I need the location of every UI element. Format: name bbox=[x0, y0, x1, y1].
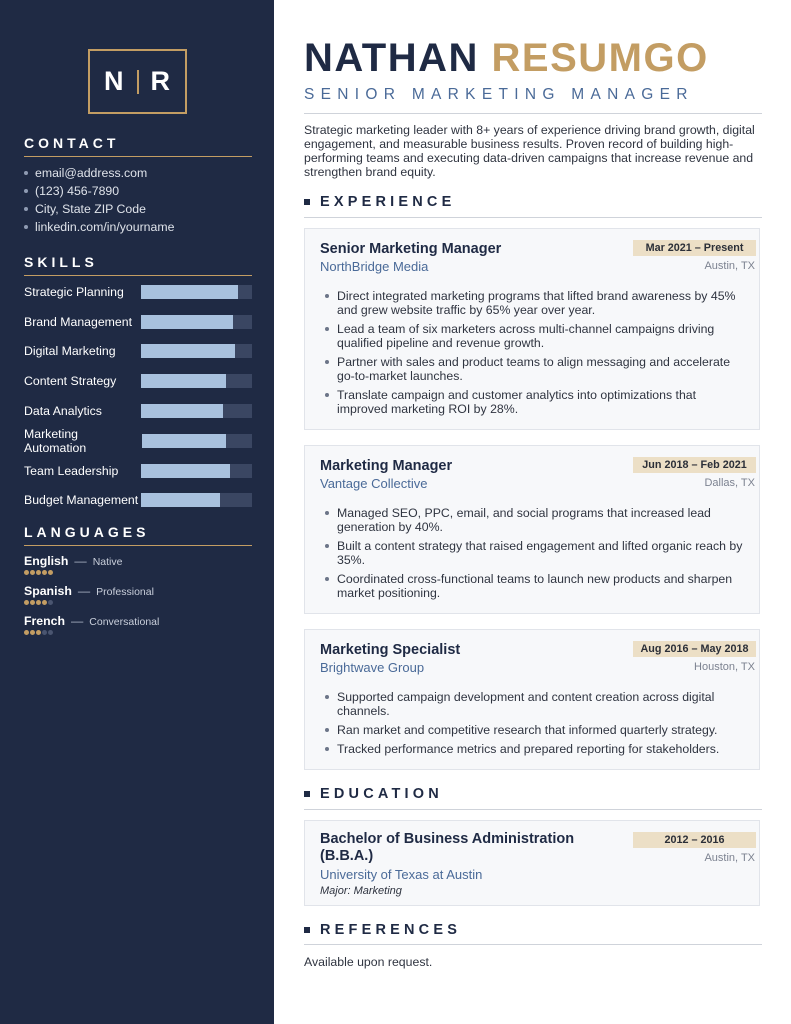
skills-list bbox=[24, 277, 252, 515]
list-item: Lead a team of six marketers across multi-channel campaigns driving qualified pipeline and revenue growth. bbox=[325, 322, 745, 350]
square-bullet-icon bbox=[304, 791, 310, 797]
proficiency-dot-icon bbox=[36, 630, 41, 635]
last-name: RESUMGO bbox=[491, 36, 709, 80]
first-name: NATHAN bbox=[304, 36, 479, 80]
proficiency-dot-icon bbox=[24, 630, 29, 635]
language-item bbox=[24, 583, 252, 606]
skill-row bbox=[24, 337, 252, 367]
dash-separator: — bbox=[77, 584, 91, 598]
languages-section bbox=[24, 524, 252, 636]
skill-name: Team Leadership bbox=[24, 463, 119, 478]
job-card bbox=[304, 228, 760, 430]
proficiency-dots bbox=[24, 600, 252, 606]
skills-heading: SKILLS bbox=[24, 254, 252, 276]
skill-level-bar bbox=[142, 434, 252, 448]
skill-row bbox=[24, 307, 252, 337]
language-line bbox=[24, 613, 252, 629]
contact-linkedin[interactable]: linkedin.com/in/yourname bbox=[24, 218, 252, 236]
job-dates: Mar 2021 – Present bbox=[633, 240, 756, 256]
candidate-name bbox=[304, 36, 709, 81]
proficiency-dots bbox=[24, 630, 252, 636]
proficiency-dot-icon bbox=[36, 600, 41, 605]
summary: Strategic marketing leader with 8+ years of experience driving brand growth, digital engagement, and measurable business results. Proven record of building high-performing teams and executing data-driven campaigns that increase revenue and strengthen brand equity. bbox=[304, 123, 755, 179]
proficiency-dot-icon bbox=[42, 630, 47, 635]
list-item: Built a content strategy that raised engagement and lifted organic reach by 35%. bbox=[325, 539, 745, 567]
language-level: Conversational bbox=[89, 616, 160, 628]
language-line bbox=[24, 583, 252, 599]
skill-row bbox=[24, 396, 252, 426]
list-item: Partner with sales and product teams to align messaging and accelerate go-to-market launches. bbox=[325, 355, 745, 383]
skill-level-bar bbox=[141, 493, 252, 507]
sidebar bbox=[0, 0, 274, 1024]
proficiency-dot-icon bbox=[30, 630, 35, 635]
divider bbox=[304, 944, 762, 945]
references-text: Available upon request. bbox=[304, 955, 433, 969]
skill-name: Marketing Automation bbox=[24, 426, 87, 455]
job-company: NorthBridge Media bbox=[320, 259, 429, 274]
divider bbox=[304, 217, 762, 218]
job-role: Senior Marketing Manager bbox=[320, 241, 502, 257]
job-dates: Aug 2016 – May 2018 bbox=[633, 641, 756, 657]
skill-level-bar bbox=[141, 315, 252, 329]
job-company: Vantage Collective bbox=[320, 476, 428, 491]
education-location: Austin, TX bbox=[704, 852, 755, 864]
list-item: Direct integrated marketing programs that lifted brand awareness by 45% and grew website traffic by 65% year over year. bbox=[325, 289, 745, 317]
job-role: Marketing Specialist bbox=[320, 642, 461, 658]
skill-level-fill bbox=[141, 344, 235, 358]
job-bullets bbox=[325, 289, 745, 421]
list-item: Tracked performance metrics and prepared reporting for stakeholders. bbox=[325, 742, 745, 756]
contact-address: City, State ZIP Code bbox=[24, 200, 252, 218]
proficiency-dot-icon bbox=[48, 630, 53, 635]
skills-section bbox=[24, 254, 252, 515]
education-dates: 2012 – 2016 bbox=[633, 832, 756, 848]
list-item: Ran market and competitive research that informed quarterly strategy. bbox=[325, 723, 745, 737]
language-level: Native bbox=[92, 556, 123, 568]
contact-email[interactable]: email@address.com bbox=[24, 164, 252, 182]
job-location: Austin, TX bbox=[704, 260, 755, 272]
skill-level-bar bbox=[141, 344, 252, 358]
skill-level-fill bbox=[141, 464, 230, 478]
list-item: Managed SEO, PPC, email, and social programs that increased lead generation by 40%. bbox=[325, 506, 745, 534]
job-bullets bbox=[325, 506, 745, 605]
skill-row bbox=[24, 366, 252, 396]
language-level: Professional bbox=[96, 586, 154, 598]
skill-level-fill bbox=[141, 404, 223, 418]
contact-list bbox=[24, 164, 252, 236]
proficiency-dot-icon bbox=[48, 600, 53, 605]
proficiency-dot-icon bbox=[42, 570, 47, 575]
job-card bbox=[304, 445, 760, 614]
square-bullet-icon bbox=[304, 927, 310, 933]
job-company: Brightwave Group bbox=[320, 660, 425, 675]
skill-name: Strategic Planning bbox=[24, 284, 124, 299]
education-school: University of Texas at Austin bbox=[320, 867, 483, 882]
language-name: French bbox=[24, 614, 65, 628]
skill-row bbox=[24, 456, 252, 486]
skill-name: Content Strategy bbox=[24, 374, 117, 389]
proficiency-dot-icon bbox=[24, 570, 29, 575]
job-location: Dallas, TX bbox=[704, 477, 755, 489]
proficiency-dot-icon bbox=[24, 600, 29, 605]
education-heading: EDUCATION bbox=[304, 786, 762, 802]
skill-name: Brand Management bbox=[24, 314, 133, 329]
skill-name: Digital Marketing bbox=[24, 344, 116, 359]
language-line bbox=[24, 553, 252, 569]
skill-name: Budget Management bbox=[24, 493, 139, 508]
skill-name: Data Analytics bbox=[24, 404, 102, 419]
language-name: English bbox=[24, 554, 69, 568]
proficiency-dot-icon bbox=[36, 570, 41, 575]
dash-separator: — bbox=[74, 554, 87, 568]
dash-separator: — bbox=[71, 614, 84, 628]
skill-level-bar bbox=[141, 285, 252, 299]
skill-row bbox=[24, 486, 252, 516]
skill-level-fill bbox=[142, 434, 226, 448]
experience-heading: EXPERIENCE bbox=[304, 194, 762, 210]
languages-heading: LANGUAGES bbox=[24, 524, 252, 546]
skill-level-bar bbox=[141, 464, 252, 478]
monogram-right: R bbox=[150, 66, 171, 96]
proficiency-dot-icon bbox=[30, 570, 35, 575]
skill-level-fill bbox=[141, 374, 226, 388]
proficiency-dot-icon bbox=[48, 570, 53, 575]
list-item: Translate campaign and customer analytics into optimizations that improved marketing ROI by 28%. bbox=[325, 388, 745, 416]
list-item: Coordinated cross-functional teams to launch new products and sharpen market positioning. bbox=[325, 572, 745, 600]
education-major: Major: Marketing bbox=[320, 885, 402, 897]
job-bullets bbox=[325, 690, 745, 761]
skill-level-bar bbox=[141, 374, 252, 388]
job-card bbox=[304, 629, 760, 770]
contact-section bbox=[24, 135, 252, 236]
bullet-icon bbox=[24, 189, 28, 193]
language-item bbox=[24, 553, 252, 576]
references-heading: REFERENCES bbox=[304, 922, 762, 938]
divider bbox=[304, 809, 762, 810]
job-title: SENIOR MARKETING MANAGER bbox=[304, 86, 694, 103]
language-name: Spanish bbox=[24, 584, 72, 598]
bullet-icon bbox=[24, 171, 28, 175]
bullet-icon bbox=[24, 207, 28, 211]
skill-level-fill bbox=[141, 315, 233, 329]
education-card bbox=[304, 820, 760, 906]
job-dates: Jun 2018 – Feb 2021 bbox=[633, 457, 756, 473]
skill-row bbox=[24, 426, 252, 456]
monogram-divider bbox=[137, 70, 139, 94]
monogram-left: N bbox=[104, 66, 125, 96]
skill-level-fill bbox=[141, 493, 220, 507]
proficiency-dot-icon bbox=[30, 600, 35, 605]
skill-level-fill bbox=[141, 285, 238, 299]
contact-heading: CONTACT bbox=[24, 135, 252, 157]
education-degree: Bachelor of Business Administration (B.B.A.) bbox=[320, 831, 575, 864]
skill-level-bar bbox=[141, 404, 252, 418]
bullet-icon bbox=[24, 225, 28, 229]
contact-phone[interactable]: (123) 456-7890 bbox=[24, 182, 252, 200]
monogram-logo bbox=[88, 49, 187, 114]
divider bbox=[304, 113, 762, 114]
proficiency-dots bbox=[24, 570, 252, 576]
job-role: Marketing Manager bbox=[320, 458, 453, 474]
skill-row bbox=[24, 277, 252, 307]
languages-list bbox=[24, 553, 252, 636]
language-item bbox=[24, 613, 252, 636]
job-location: Houston, TX bbox=[694, 661, 755, 673]
square-bullet-icon bbox=[304, 199, 310, 205]
proficiency-dot-icon bbox=[42, 600, 47, 605]
list-item: Supported campaign development and content creation across digital channels. bbox=[325, 690, 745, 718]
